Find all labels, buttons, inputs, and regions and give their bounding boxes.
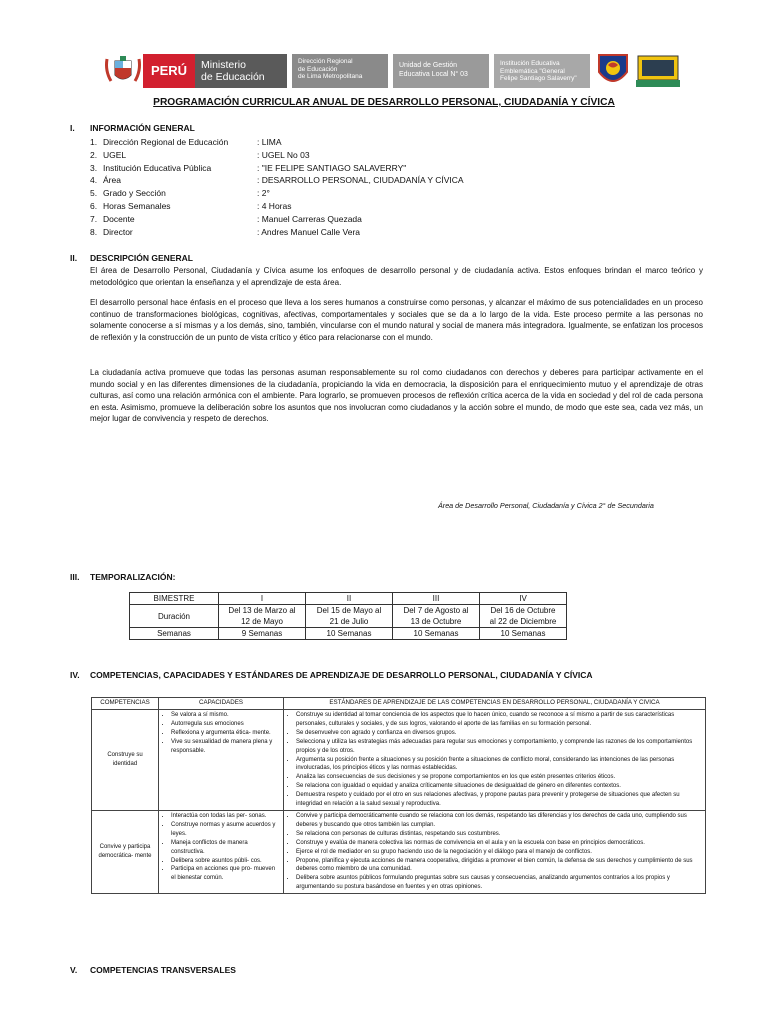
list-item: • Se valora a sí mismo. — [171, 711, 280, 720]
table-cell: Semanas — [130, 628, 219, 640]
list-item: • Se relaciona con personas de culturas distintas, respetando sus costumbres. — [296, 830, 702, 839]
table-header-cell: CAPACIDADES — [159, 698, 284, 710]
capacidades-cell — [159, 810, 284, 893]
table-header-cell: IV — [480, 593, 567, 605]
list-item: • Analiza las consecuencias de sus decisiones y se propone comportamientos en los que estén presentes criterios éticos. — [296, 773, 702, 782]
institucion-educativa-logo: Institución Educativa Emblemática "General Felipe Santiago Salaverry" — [494, 54, 590, 88]
competencia-cell: Convive y participa democrática- mente — [92, 810, 159, 893]
table-header-cell: III — [393, 593, 480, 605]
table-cell: Del 7 de Agosto al 13 de Octubre — [393, 605, 480, 628]
list-item: • Participa en acciones que pro- mueven el bienestar común. — [171, 865, 280, 883]
list-item: • Construye su identidad al tomar conciencia de los aspectos que lo hacen único, cuando se reconoce a sí mismo a partir de sus características personales, culturales y sociales, y de sus logros, valorando el aporte de las familias en su formación personal. — [296, 711, 702, 729]
table-cell: Duración — [130, 605, 219, 628]
school-emblem-icon — [634, 52, 682, 90]
table-row — [92, 698, 706, 710]
list-item: • Demuestra respeto y cuidado por el otro en sus relaciones afectivas, y propone pautas para prevenir y protegerse de situaciones que afecten su integridad en relación a la salud sexual y reproductiva. — [296, 791, 702, 809]
table-cell: Del 13 de Marzo al 12 de Mayo — [219, 605, 306, 628]
description-paragraph-3: La ciudadanía activa promueve que todas las personas asuman responsablemente su rol como ciudadanos con derechos y deberes para participar activamente en el mundo social y en las diferentes dimensiones de la ciudadanía, propiciando la vida en democracia, la disposición para el enriquecimiento mutuo y el aprendizaje de otras culturas, así como una relación armónica con el ambiente. Para lograrlo, se promueven procesos de reflexión crítica acerca de la vida en sociedad y del rol de cada persona en esta. Asimismo, promueve la deliberación sobre los asuntos que nos involucran como ciudadanos y la acción sobre el mundo, de modo que este sea, cada vez más, un mejor lugar de convivencia y respeto de derechos. — [90, 368, 703, 423]
ugel-logo: Unidad de Gestión Educativa Local N° 03 — [393, 54, 489, 88]
info-row: 7. Docente : Manuel Carreras Quezada — [90, 214, 362, 224]
capacidades-cell — [159, 710, 284, 811]
area-signature: Área de Desarrollo Personal, Ciudadanía y Cívica 2° de Secundaria — [438, 501, 654, 510]
table-cell: 10 Semanas — [480, 628, 567, 640]
list-item: • Argumenta su posición frente a situaciones y su posición frente a situaciones de conflicto moral, considerando las intenciones de las personas involucradas, los principios éticos y las normas establecidas. — [296, 756, 702, 774]
table-cell: 9 Semanas — [219, 628, 306, 640]
list-item: • Ejerce el rol de mediador en su grupo haciendo uso de la negociación y el diálogo para el manejo de conflictos. — [296, 848, 702, 857]
list-item: • Reflexiona y argumenta ética- mente. — [171, 729, 280, 738]
list-item: • Convive y participa democráticamente cuando se relaciona con los demás, respetando las diferencias y los derechos de cada uno, cumpliendo sus deberes y buscando que otros también las cumplan. — [296, 812, 702, 830]
competencias-table — [91, 697, 706, 894]
estandares-cell — [284, 710, 706, 811]
description-paragraph-1: El área de Desarrollo Personal, Ciudadanía y Cívica asume los enfoques de desarrollo personal y de ciudadanía activa. Estos enfoques brindan el marco teórico y metodológico que orientan la enseñanza y el aprendizaje de esta área. — [90, 266, 703, 287]
list-item: • Construye y evalúa de manera colectiva las normas de convivencia en el aula y en la escuela con base en principios democráticos. — [296, 839, 702, 848]
list-item: • Autorregula sus emociones — [171, 720, 280, 729]
peru-logo: PERÚ — [143, 54, 195, 88]
table-row — [130, 605, 567, 628]
list-item: • Se relaciona con igualdad o equidad y analiza críticamente situaciones de desigualdad de género en diferentes contextos. — [296, 782, 702, 791]
description-paragraph-2: El desarrollo personal hace énfasis en el proceso que lleva a los seres humanos a construirse como personas, y alcanzar el máximo de sus potencialidades en un proceso continuo de transformaciones biológicas, cognitivas, afectivas, comportamentales y sociales que se da a lo largo de la vida. Este proceso permite a las personas no solamente conocerse a sí mismas y a los demás, sino, también, vincularse con el mundo natural y social de manera más integradora. Igualmente, se enfatizan los procesos de reflexión y la construcción de un punto de vista crítico y ético para relacionarse con el mundo. — [90, 298, 703, 342]
table-header-cell: I — [219, 593, 306, 605]
table-cell: 10 Semanas — [306, 628, 393, 640]
info-row: 1. Dirección Regional de Educación : LIMA — [90, 137, 282, 147]
school-shield-icon — [596, 52, 630, 90]
info-row: 2. UGEL : UGEL No 03 — [90, 150, 310, 160]
temporalizacion-table — [129, 592, 567, 640]
table-row — [92, 810, 706, 893]
ministerio-educacion-logo: Ministerio de Educación — [195, 54, 287, 88]
page-title: PROGRAMACIÓN CURRICULAR ANUAL DE DESARROLLO PERSONAL, CIUDADANÍA Y CÍVICA — [153, 97, 615, 108]
estandares-cell — [284, 810, 706, 893]
table-row — [130, 593, 567, 605]
table-row — [130, 628, 567, 640]
peru-coat-of-arms-logo — [103, 53, 143, 89]
table-header-cell: COMPETENCIAS — [92, 698, 159, 710]
info-row: 4. Área : DESARROLLO PERSONAL, CIUDADANÍA Y CÍVICA — [90, 175, 464, 185]
info-row: 3. Institución Educativa Pública : "IE FELIPE SANTIAGO SALAVERRY" — [90, 163, 407, 173]
competencia-cell: Construye su identidad — [92, 710, 159, 811]
info-row: 8. Director : Andres Manuel Calle Vera — [90, 227, 361, 237]
table-cell: Del 16 de Octubre al 22 de Diciembre — [480, 605, 567, 628]
list-item: • Interactúa con todas las per- sonas. — [171, 812, 280, 821]
list-item: • Maneja conflictos de manera constructiva. — [171, 839, 280, 857]
list-item: • Delibera sobre asuntos públicos formulando preguntas sobre sus causas y consecuencias, analizando argumentos contrarios a los propios y argumentando su postura basándose en fuentes y en otras opiniones. — [296, 874, 702, 892]
table-header-cell: II — [306, 593, 393, 605]
info-row: 6. Horas Semanales : 4 Horas — [90, 201, 292, 211]
table-cell: 10 Semanas — [393, 628, 480, 640]
info-row: 5. Grado y Sección : 2° — [90, 188, 270, 198]
table-header-cell: BIMESTRE — [130, 593, 219, 605]
drelm-logo: Dirección Regional de Educación de Lima Metropolitana — [292, 54, 388, 88]
table-header-cell: ESTÁNDARES DE APRENDIZAJE DE LAS COMPETENCIAS EN DESARROLLO PERSONAL, CIUDADANÍA Y CIVICA — [284, 698, 706, 710]
list-item: • Construye normas y asume acuerdos y leyes. — [171, 821, 280, 839]
table-cell: Del 15 de Mayo al 21 de Julio — [306, 605, 393, 628]
list-item: • Delibera sobre asuntos públi- cos. — [171, 857, 280, 866]
table-row — [92, 710, 706, 811]
list-item: • Se desenvuelve con agrado y confianza en diversos grupos. — [296, 729, 702, 738]
list-item: • Propone, planifica y ejecuta acciones de manera cooperativa, dirigidas a promover el bien común, la defensa de sus derechos y cumplimiento de sus deberes como miembro de una comunidad. — [296, 857, 702, 875]
list-item: • Vive su sexualidad de manera plena y responsable. — [171, 738, 280, 756]
list-item: • Selecciona y utiliza las estrategias más adecuadas para regular sus emociones y comportamiento, y comprende las razones de los comportamientos propios y de los otros. — [296, 738, 702, 756]
